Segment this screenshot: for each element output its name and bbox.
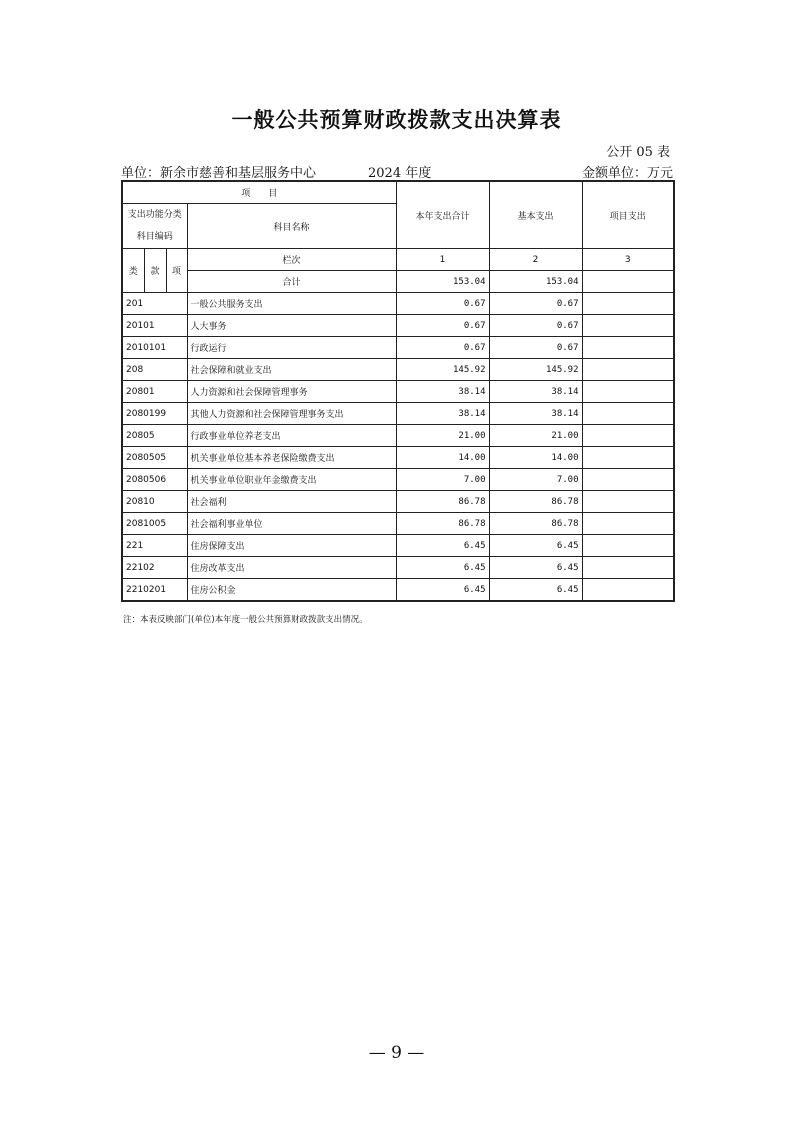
row-total: 6.45 bbox=[396, 557, 489, 579]
table-row bbox=[122, 315, 674, 337]
row-code: 2081005 bbox=[122, 513, 187, 535]
row-total: 86.78 bbox=[396, 491, 489, 513]
form-number: 公开 05 表 bbox=[606, 145, 670, 160]
row-name: 社会福利 bbox=[187, 491, 396, 513]
row-basic: 145.92 bbox=[489, 359, 582, 381]
row-total: 0.67 bbox=[396, 337, 489, 359]
table-row bbox=[122, 513, 674, 535]
header-xiang: 项 bbox=[166, 249, 187, 293]
row-basic: 6.45 bbox=[489, 535, 582, 557]
row-code: 20101 bbox=[122, 315, 187, 337]
table-row bbox=[122, 557, 674, 579]
row-name: 住房公积金 bbox=[187, 579, 396, 602]
row-name: 机关事业单位基本养老保险缴费支出 bbox=[187, 447, 396, 469]
row-basic: 86.78 bbox=[489, 491, 582, 513]
row-name: 行政运行 bbox=[187, 337, 396, 359]
row-name: 其他人力资源和社会保障管理事务支出 bbox=[187, 403, 396, 425]
row-total: 14.00 bbox=[396, 447, 489, 469]
header-item: 项 目 bbox=[122, 181, 396, 204]
row-name: 社会福利事业单位 bbox=[187, 513, 396, 535]
row-project bbox=[582, 425, 674, 447]
table-row bbox=[122, 579, 674, 602]
header-kuan: 款 bbox=[144, 249, 166, 293]
table-row bbox=[122, 403, 674, 425]
row-total: 6.45 bbox=[396, 579, 489, 602]
row-code: 2210201 bbox=[122, 579, 187, 602]
amount-unit-label: 金额单位：万元 bbox=[581, 166, 673, 181]
row-project bbox=[582, 491, 674, 513]
header-column-no: 栏次 bbox=[187, 249, 396, 271]
row-total: 145.92 bbox=[396, 359, 489, 381]
row-basic: 38.14 bbox=[489, 403, 582, 425]
row-total: 0.67 bbox=[396, 293, 489, 315]
table-row bbox=[122, 425, 674, 447]
header-subject-name: 科目名称 bbox=[187, 204, 396, 249]
header-func-code bbox=[122, 204, 187, 249]
row-basic: 38.14 bbox=[489, 381, 582, 403]
row-code: 20801 bbox=[122, 381, 187, 403]
header-func-code-line1: 支出功能分类 bbox=[127, 210, 182, 220]
row-project bbox=[582, 359, 674, 381]
row-project bbox=[582, 469, 674, 491]
year-label: 2024 年度 bbox=[368, 166, 432, 181]
row-basic: 21.00 bbox=[489, 425, 582, 447]
row-project bbox=[582, 315, 674, 337]
table-row bbox=[122, 491, 674, 513]
total-project bbox=[582, 271, 674, 293]
total-label: 合计 bbox=[187, 271, 396, 293]
header-col3: 3 bbox=[582, 249, 674, 271]
row-basic: 14.00 bbox=[489, 447, 582, 469]
row-basic: 0.67 bbox=[489, 293, 582, 315]
row-basic: 7.00 bbox=[489, 469, 582, 491]
row-basic: 86.78 bbox=[489, 513, 582, 535]
table-note: 注：本表反映部门(单位)本年度一般公共预算财政拨款支出情况。 bbox=[123, 615, 368, 625]
row-project bbox=[582, 337, 674, 359]
row-total: 0.67 bbox=[396, 315, 489, 337]
row-basic: 6.45 bbox=[489, 557, 582, 579]
page-title: 一般公共预算财政拨款支出决算表 bbox=[231, 108, 562, 132]
table-row bbox=[122, 359, 674, 381]
row-name: 人力资源和社会保障管理事务 bbox=[187, 381, 396, 403]
row-name: 行政事业单位养老支出 bbox=[187, 425, 396, 447]
page-number: — 9 — bbox=[368, 1043, 425, 1063]
row-project bbox=[582, 381, 674, 403]
header-col1: 1 bbox=[396, 249, 489, 271]
row-code: 201 bbox=[122, 293, 187, 315]
row-name: 人大事务 bbox=[187, 315, 396, 337]
meta-line bbox=[121, 162, 673, 180]
table-row bbox=[122, 293, 674, 315]
header-lei: 类 bbox=[122, 249, 144, 293]
row-code: 2080506 bbox=[122, 469, 187, 491]
row-total: 38.14 bbox=[396, 403, 489, 425]
table-row bbox=[122, 469, 674, 491]
table-row bbox=[122, 337, 674, 359]
total-total: 153.04 bbox=[396, 271, 489, 293]
table-row bbox=[122, 381, 674, 403]
row-project bbox=[582, 403, 674, 425]
row-code: 2010101 bbox=[122, 337, 187, 359]
header-total: 本年支出合计 bbox=[396, 181, 489, 249]
row-total: 38.14 bbox=[396, 381, 489, 403]
row-code: 208 bbox=[122, 359, 187, 381]
row-project bbox=[582, 447, 674, 469]
header-func-code-line2: 科目编码 bbox=[136, 232, 173, 242]
table-row bbox=[122, 447, 674, 469]
total-basic: 153.04 bbox=[489, 271, 582, 293]
row-name: 一般公共服务支出 bbox=[187, 293, 396, 315]
row-project bbox=[582, 557, 674, 579]
row-code: 2080199 bbox=[122, 403, 187, 425]
table-row bbox=[122, 535, 674, 557]
unit-label: 单位：新余市慈善和基层服务中心 bbox=[121, 166, 317, 181]
row-basic: 0.67 bbox=[489, 337, 582, 359]
header-col2: 2 bbox=[489, 249, 582, 271]
row-name: 住房保障支出 bbox=[187, 535, 396, 557]
header-basic: 基本支出 bbox=[489, 181, 582, 249]
row-code: 2080505 bbox=[122, 447, 187, 469]
row-total: 86.78 bbox=[396, 513, 489, 535]
row-total: 7.00 bbox=[396, 469, 489, 491]
row-code: 20810 bbox=[122, 491, 187, 513]
row-basic: 6.45 bbox=[489, 579, 582, 602]
row-project bbox=[582, 513, 674, 535]
row-name: 机关事业单位职业年金缴费支出 bbox=[187, 469, 396, 491]
header-project: 项目支出 bbox=[582, 181, 674, 249]
row-code: 22102 bbox=[122, 557, 187, 579]
row-code: 20805 bbox=[122, 425, 187, 447]
row-total: 6.45 bbox=[396, 535, 489, 557]
row-project bbox=[582, 535, 674, 557]
expenditure-table bbox=[121, 180, 675, 602]
row-code: 221 bbox=[122, 535, 187, 557]
row-name: 住房改革支出 bbox=[187, 557, 396, 579]
row-basic: 0.67 bbox=[489, 315, 582, 337]
row-project bbox=[582, 293, 674, 315]
row-project bbox=[582, 579, 674, 602]
row-total: 21.00 bbox=[396, 425, 489, 447]
row-name: 社会保障和就业支出 bbox=[187, 359, 396, 381]
